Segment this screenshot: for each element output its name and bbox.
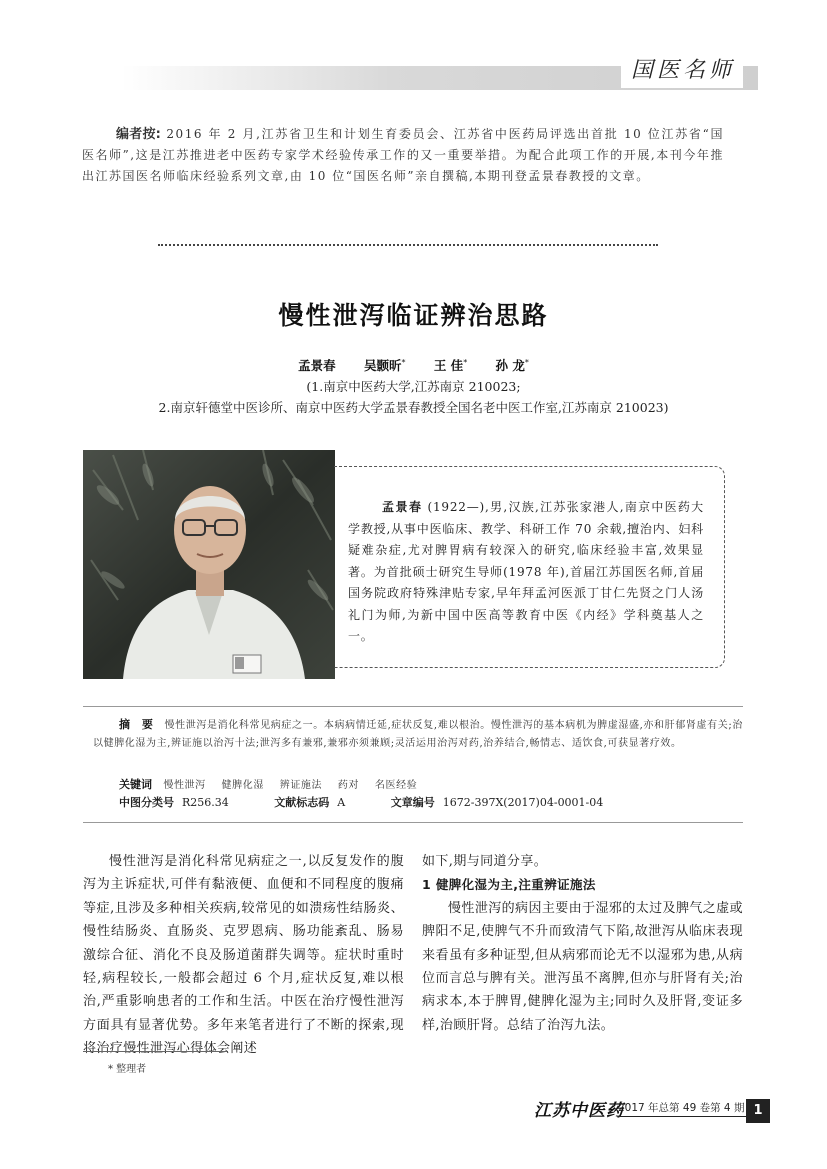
doc-code-label: 文献标志码 [274, 796, 330, 809]
article-no-value: 1672-397X(2017)04-0001-04 [442, 796, 604, 809]
article-no-label: 文章编号 [390, 796, 435, 809]
editor-note-text: 2016 年 2 月,江苏省卫生和计划生育委员会、江苏省中医药局评选出首批 10 位江苏省“国医名师”,这是江苏推进老中医药专家学术经验传承工作的又一重要举措。为配合此项工作的开展,本刊今年推出江苏国医名师临床经验系列文章,由 10 位“国医名师”亲自撰稿,本期刊登孟景春教授的文章。 [82, 127, 725, 183]
abstract-text: 慢性泄泻是消化科常见病症之一。本病病情迁延,症状反复,难以根治。慢性泄泻的基本病机为脾虚湿盛,亦和肝郁肾虚有关;治以健脾化湿为主,辨证施以治泻十法;泄泻多有兼邪,兼邪亦须兼顾;灵活运用治泻对药,治养结合,畅情志、适饮食,可获显著疗效。 [93, 720, 743, 749]
bio-text: (1922—),男,汉族,江苏张家港人,南京中医药大学教授,从事中医临床、教学、科研工作 70 余载,擅治内、妇科疑难杂症,尤对脾胃病有较深入的研究,临床经验丰富,效果显著。为首批硕士研究生导师(1978 年),首届江苏国医名师,首届国务院政府特殊津贴专家,早年拜孟河医派丁甘仁先贤之门人汤礼门为师,为新中国中医高等教育中医《内经》学科奠基人之一。 [348, 500, 704, 643]
author: 王 佳* [433, 357, 468, 373]
clc-label: 中图分类号 [119, 796, 174, 809]
dotted-separator [158, 244, 658, 246]
portrait-image [83, 450, 335, 679]
editor-note [82, 124, 724, 187]
affiliation-2: 2.南京轩德堂中医诊所、南京中医药大学孟景春教授全国名老中医工作室,江苏南京 210023) [158, 400, 669, 415]
body-column-left [83, 850, 404, 1061]
page-number: 1 [746, 1099, 770, 1123]
body-paragraph: 如下,期与同道分享。 [422, 854, 548, 869]
keyword: 健脾化湿 [221, 780, 264, 791]
author: 孟景春 [298, 358, 336, 373]
keywords [119, 776, 429, 792]
footnote: * 整理者 [108, 1064, 147, 1075]
footer-line [618, 1116, 746, 1117]
keywords-label: 关键词 [119, 778, 152, 791]
bio-name: 孟景春 [382, 500, 423, 514]
author: 孙 龙* [495, 357, 529, 373]
body-paragraph: 慢性泄泻是消化科常见病症之一,以反复发作的腹泻为主诉症状,可伴有黏液便、血便和不同程度的腹痛等症,且涉及多种相关疾病,较常见的如溃疡性结肠炎、慢性结肠炎、直肠炎、克罗恩病、肠功能紊乱、肠易激综合征、消化不良及肠道菌群失调等。症状时重时轻,病程较长,一般都会超过 6 个月,症状反复,难以根治,严重影响患者的工作和生活。中医在治疗慢性泄泻方面具有显著优势。多年来笔者进行了不断的探索,现将治疗慢性泄泻心得体会阐述 [83, 854, 404, 1057]
footnote-rule [83, 1051, 227, 1052]
rule-top [83, 706, 743, 707]
article-meta [119, 794, 645, 810]
affiliation-1: (1.南京中医药大学,江苏南京 210023; [306, 379, 521, 394]
keyword: 名医经验 [374, 780, 418, 791]
rule-bottom [83, 822, 743, 823]
article-title: 慢性泄泻临证辨治思路 [278, 301, 549, 330]
column-tag: 国医名师 [621, 54, 743, 88]
section-heading: 1 健脾化湿为主,注重辨证施法 [422, 877, 596, 893]
editor-note-label: 编者按: [116, 127, 161, 142]
author-line [0, 356, 827, 374]
author-bio [348, 497, 704, 648]
keyword: 药对 [337, 780, 360, 791]
abstract-label: 摘 要 [119, 718, 157, 731]
author: 吴颢昕* [363, 357, 406, 373]
clc-value: R256.34 [182, 796, 229, 809]
body-paragraph: 慢性泄泻的病因主要由于湿邪的太过及脾气之虚或脾阳不足,使脾气不升而致清气下陷,故泄泻从临床表现来看虽有多种证型,但从病邪而论无不以湿邪为患,从病位而言总与脾有关。泄泻虽不离脾,但亦与肝肾有关;治病求本,本于脾胃,健脾化湿为主;同时久及肝肾,变证多样,治顾肝肾。总结了治泻九法。 [422, 900, 743, 1033]
issue-info: 2017 年总第 49 卷第 4 期 [618, 1102, 745, 1114]
doc-code-value: A [337, 796, 346, 809]
journal-logo: 江苏中医药 [534, 1101, 624, 1121]
keyword: 慢性泄泻 [163, 780, 206, 791]
abstract [93, 716, 743, 752]
keyword: 辨证施法 [279, 780, 323, 791]
author-portrait [83, 450, 335, 679]
body-column-right [422, 850, 743, 1037]
